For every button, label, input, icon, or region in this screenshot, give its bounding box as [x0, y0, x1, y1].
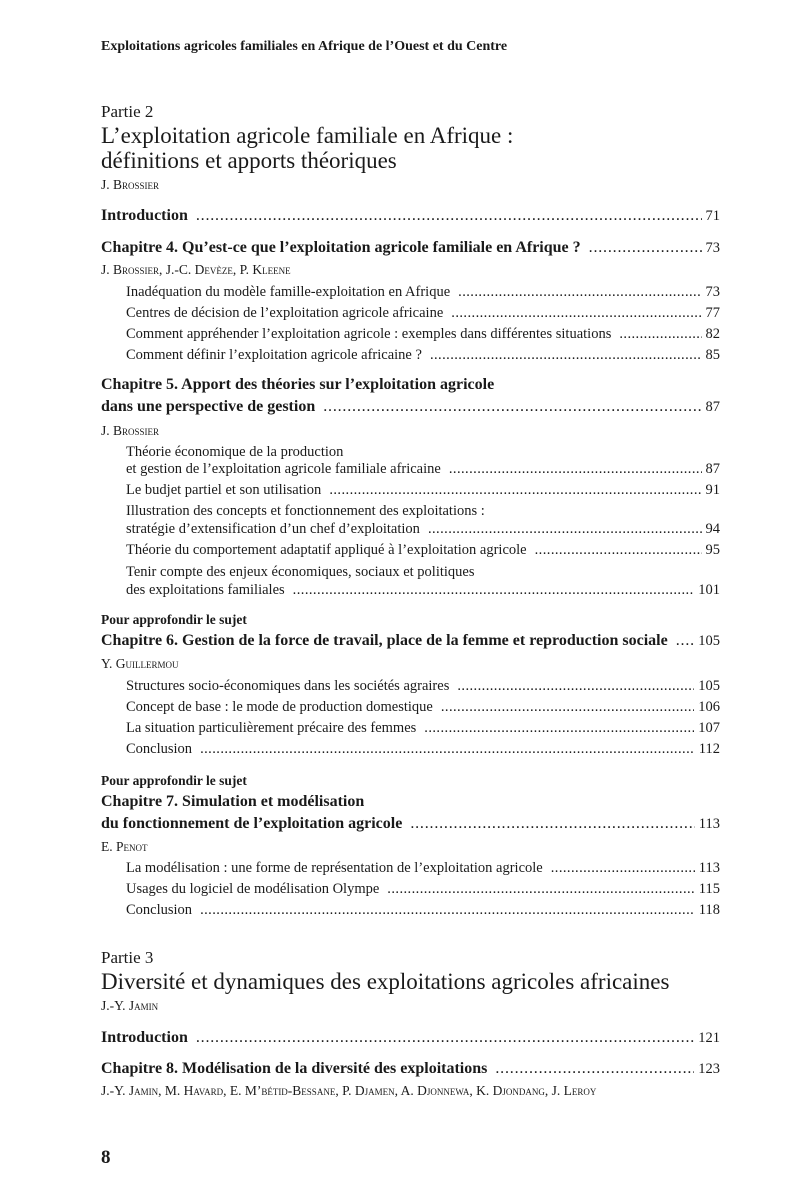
entry-text: Le budjet partiel et son utilisation	[126, 482, 322, 498]
entry-text: Introduction	[101, 1029, 188, 1046]
entry-text: J.-Y. Jamin, M. Havard, E. M’bétid-Bessane, P. Djamen, A. Djonnewa, K. Djondang, J. Leroy	[101, 1083, 597, 1098]
dot-leader	[200, 903, 695, 918]
dot-leader	[410, 816, 694, 832]
entry-text: Théorie du comportement adaptatif appliqué à l’exploitation agricole	[126, 542, 527, 558]
entry-page-number: 87	[705, 461, 720, 477]
dot-leader	[428, 522, 702, 537]
toc-pour	[101, 774, 720, 788]
toc-item	[126, 445, 720, 460]
entry-text: Conclusion	[126, 902, 193, 918]
dot-leader	[424, 721, 694, 736]
entry-text: Chapitre 5. Apport des théories sur l’exploitation agricole	[101, 376, 495, 393]
dot-leader	[458, 285, 701, 300]
toc-author	[101, 424, 720, 438]
entry-text: Tenir compte des enjeux économiques, sociaux et politiques	[126, 564, 475, 580]
dot-leader	[676, 633, 695, 649]
toc-chapter	[101, 377, 720, 393]
toc-entry	[126, 679, 720, 694]
dot-leader	[495, 1061, 694, 1077]
entry-text: Pour approfondir le sujet	[101, 612, 247, 627]
entry-page-number: 87	[705, 399, 720, 415]
dot-leader	[196, 208, 702, 224]
entry-page-number: 94	[705, 521, 720, 537]
entry-page-number: 91	[705, 482, 720, 498]
dot-leader	[387, 882, 694, 897]
dot-leader	[430, 348, 702, 363]
toc-entry	[101, 816, 720, 832]
toc-author	[101, 178, 720, 192]
toc-partie	[101, 949, 720, 966]
toc-entry	[126, 348, 720, 363]
toc-entry	[101, 399, 720, 415]
entry-page-number: 107	[698, 720, 720, 736]
dot-leader	[451, 306, 701, 321]
entry-text: J. Brossier	[101, 177, 160, 192]
entry-text: définitions et apports théoriques	[101, 148, 397, 173]
entry-text: stratégie d’extensification d’un chef d’exploitation	[126, 521, 420, 537]
entry-page-number: 73	[705, 240, 720, 256]
toc-author	[101, 840, 720, 854]
dot-leader	[441, 700, 694, 715]
entry-page-number: 73	[705, 284, 720, 300]
dot-leader	[535, 543, 702, 558]
toc-entry	[101, 1061, 720, 1077]
entry-page-number: 113	[698, 860, 720, 876]
toc-ptitle	[101, 124, 720, 147]
toc-chapter	[101, 794, 720, 810]
dot-leader	[619, 327, 701, 342]
entry-text: et gestion de l’exploitation agricole familiale africaine	[126, 461, 441, 477]
toc-entry	[126, 543, 720, 558]
entry-text: L’exploitation agricole familiale en Afrique :	[101, 123, 514, 148]
dot-leader	[200, 742, 695, 757]
toc-author	[101, 657, 720, 671]
entry-text: Théorie économique de la production	[126, 444, 344, 460]
entry-text: Y. Guillermou	[101, 656, 179, 671]
toc-entry	[126, 327, 720, 342]
toc-entry	[126, 700, 720, 715]
toc-pour	[101, 613, 720, 627]
entry-text: La situation particulièrement précaire des femmes	[126, 720, 417, 736]
dot-leader	[323, 399, 701, 415]
dot-leader	[589, 240, 702, 256]
entry-text: Structures socio-économiques dans les sociétés agraires	[126, 678, 450, 694]
entry-text: Partie 3	[101, 948, 154, 967]
entry-page-number: 112	[698, 741, 720, 757]
entry-page-number: 71	[705, 208, 720, 224]
toc-entry	[126, 285, 720, 300]
entry-text: Chapitre 6. Gestion de la force de travail, place de la femme et reproduction sociale	[101, 632, 668, 649]
entry-page-number: 118	[698, 902, 720, 918]
entry-text: Conclusion	[126, 741, 193, 757]
toc-entry	[126, 882, 720, 897]
toc-author	[101, 263, 720, 277]
toc-entry	[126, 522, 720, 537]
toc-entry	[126, 861, 720, 876]
entry-text: Inadéquation du modèle famille-exploitation en Afrique	[126, 284, 451, 300]
entry-text: La modélisation : une forme de représentation de l’exploitation agricole	[126, 860, 543, 876]
entry-text: Comment appréhender l’exploitation agricole : exemples dans différentes situations	[126, 326, 612, 342]
dot-leader	[457, 679, 694, 694]
entry-page-number: 106	[698, 699, 720, 715]
toc-item	[126, 565, 720, 580]
toc-entry	[126, 742, 720, 757]
toc-partie	[101, 103, 720, 120]
entry-page-number: 123	[698, 1061, 720, 1077]
toc-entry	[126, 903, 720, 918]
entry-page-number: 105	[698, 633, 720, 649]
dot-leader	[449, 462, 702, 477]
entry-page-number: 121	[698, 1030, 720, 1046]
entry-text: Concept de base : le mode de production domestique	[126, 699, 433, 715]
entry-text: E. Penot	[101, 839, 148, 854]
entry-page-number: 82	[705, 326, 720, 342]
toc-author	[101, 999, 720, 1013]
entry-text: J. Brossier	[101, 423, 160, 438]
entry-page-number: 101	[698, 582, 720, 598]
toc-entry	[101, 1030, 720, 1046]
dot-leader	[551, 861, 695, 876]
entry-text: des exploitations familiales	[126, 582, 285, 598]
entry-text: Illustration des concepts et fonctionnement des exploitations :	[126, 503, 485, 519]
entry-text: Usages du logiciel de modélisation Olympe	[126, 881, 380, 897]
entry-page-number: 113	[698, 816, 720, 832]
dot-leader	[293, 583, 695, 598]
toc-ptitle	[101, 970, 720, 993]
entry-text: Diversité et dynamiques des exploitations agricoles africaines	[101, 969, 670, 994]
entry-page-number: 95	[705, 542, 720, 558]
toc-entry	[101, 208, 720, 224]
toc-entry	[101, 240, 720, 256]
dot-leader	[196, 1030, 694, 1046]
entry-text: Chapitre 8. Modélisation de la diversité des exploitations	[101, 1060, 488, 1077]
entry-text: du fonctionnement de l’exploitation agricole	[101, 815, 403, 832]
entry-text: Centres de décision de l’exploitation agricole africaine	[126, 305, 444, 321]
entry-page-number: 115	[698, 881, 720, 897]
running-header: Exploitations agricoles familiales en Afrique de l’Ouest et du Centre	[101, 39, 508, 54]
dot-leader	[329, 483, 701, 498]
page-number: 8	[101, 1147, 111, 1168]
entry-text: Chapitre 4. Qu’est-ce que l’exploitation agricole familiale en Afrique ?	[101, 239, 581, 256]
entry-text: Partie 2	[101, 102, 154, 121]
toc-entry	[126, 462, 720, 477]
entry-text: J. Brossier, J.-C. Devèze, P. Kleene	[101, 262, 291, 277]
entry-page-number: 77	[705, 305, 720, 321]
entry-text: dans une perspective de gestion	[101, 398, 316, 415]
toc-item	[126, 504, 720, 519]
entry-page-number: 85	[705, 347, 720, 363]
toc-entry	[126, 583, 720, 598]
entry-page-number: 105	[698, 678, 720, 694]
entry-text: Comment définir l’exploitation agricole africaine ?	[126, 347, 422, 363]
toc-entry	[126, 306, 720, 321]
toc-author	[101, 1084, 720, 1098]
toc-entry	[126, 483, 720, 498]
entry-text: Introduction	[101, 207, 188, 224]
entry-text: Chapitre 7. Simulation et modélisation	[101, 793, 365, 810]
toc-ptitle	[101, 149, 720, 172]
entry-text: J.-Y. Jamin	[101, 998, 159, 1013]
entry-text: Pour approfondir le sujet	[101, 773, 247, 788]
toc-entry	[126, 721, 720, 736]
toc-entry	[101, 633, 720, 649]
